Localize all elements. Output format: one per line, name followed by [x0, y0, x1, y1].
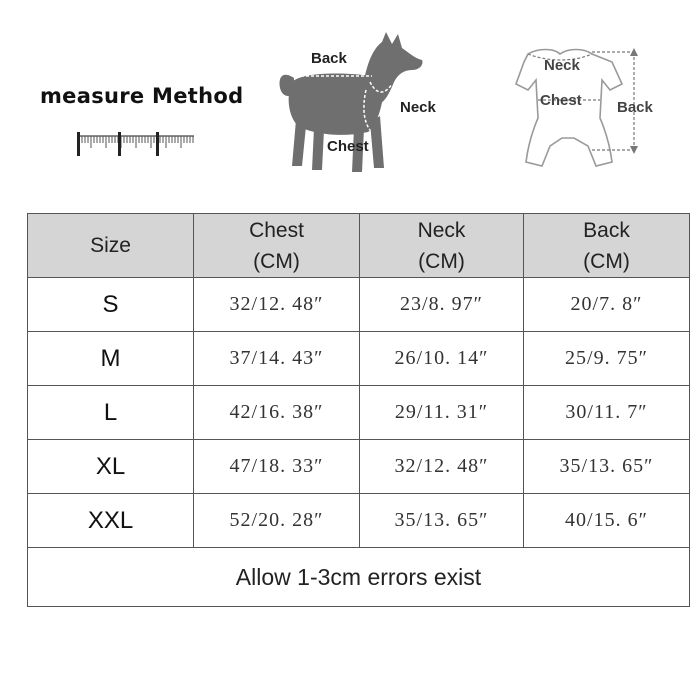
garment-back-label: Back: [617, 99, 653, 116]
table-row: [28, 440, 690, 494]
size-cell: L: [28, 386, 194, 440]
dog-back-label: Back: [311, 50, 347, 67]
neck-cell: 29/11. 31″: [360, 386, 524, 440]
back-cell: 35/13. 65″: [524, 440, 690, 494]
header-chest-unit: (CM): [253, 249, 300, 273]
table-row: [28, 494, 690, 548]
back-cell: 25/9. 75″: [524, 332, 690, 386]
chest-cell: 42/16. 38″: [194, 386, 360, 440]
chest-cell: 32/12. 48″: [194, 278, 360, 332]
size-cell: XL: [28, 440, 194, 494]
ruler-icon: [76, 130, 196, 158]
size-cell: S: [28, 278, 194, 332]
neck-cell: 23/8. 97″: [360, 278, 524, 332]
size-chart-table: [27, 213, 690, 607]
size-cell: XXL: [28, 494, 194, 548]
table-header-row: [28, 214, 690, 278]
garment-chest-label: Chest: [540, 92, 582, 109]
neck-cell: 35/13. 65″: [360, 494, 524, 548]
header-size: Size: [28, 214, 194, 278]
table-note-row: [28, 548, 690, 607]
back-cell: 40/15. 6″: [524, 494, 690, 548]
chest-cell: 52/20. 28″: [194, 494, 360, 548]
size-cell: M: [28, 332, 194, 386]
back-cell: 30/11. 7″: [524, 386, 690, 440]
neck-cell: 26/10. 14″: [360, 332, 524, 386]
back-cell: 20/7. 8″: [524, 278, 690, 332]
table-row: [28, 386, 690, 440]
garment-neck-label: Neck: [544, 57, 580, 74]
neck-cell: 32/12. 48″: [360, 440, 524, 494]
header-back-unit: (CM): [583, 249, 630, 273]
header-neck-name: Neck: [417, 218, 466, 242]
chest-cell: 47/18. 33″: [194, 440, 360, 494]
header-chest: [194, 214, 360, 278]
error-tolerance-note: Allow 1-3cm errors exist: [28, 548, 690, 607]
dog-neck-label: Neck: [400, 99, 436, 116]
header-chest-name: Chest: [249, 218, 304, 242]
table-row: [28, 332, 690, 386]
header-back: [524, 214, 690, 278]
header-neck-unit: (CM): [418, 249, 465, 273]
header-neck: [360, 214, 524, 278]
table-row: [28, 278, 690, 332]
dog-chest-label: Chest: [327, 138, 369, 155]
header-back-name: Back: [583, 218, 630, 242]
chest-cell: 37/14. 43″: [194, 332, 360, 386]
page-title: measure Method: [40, 84, 244, 108]
